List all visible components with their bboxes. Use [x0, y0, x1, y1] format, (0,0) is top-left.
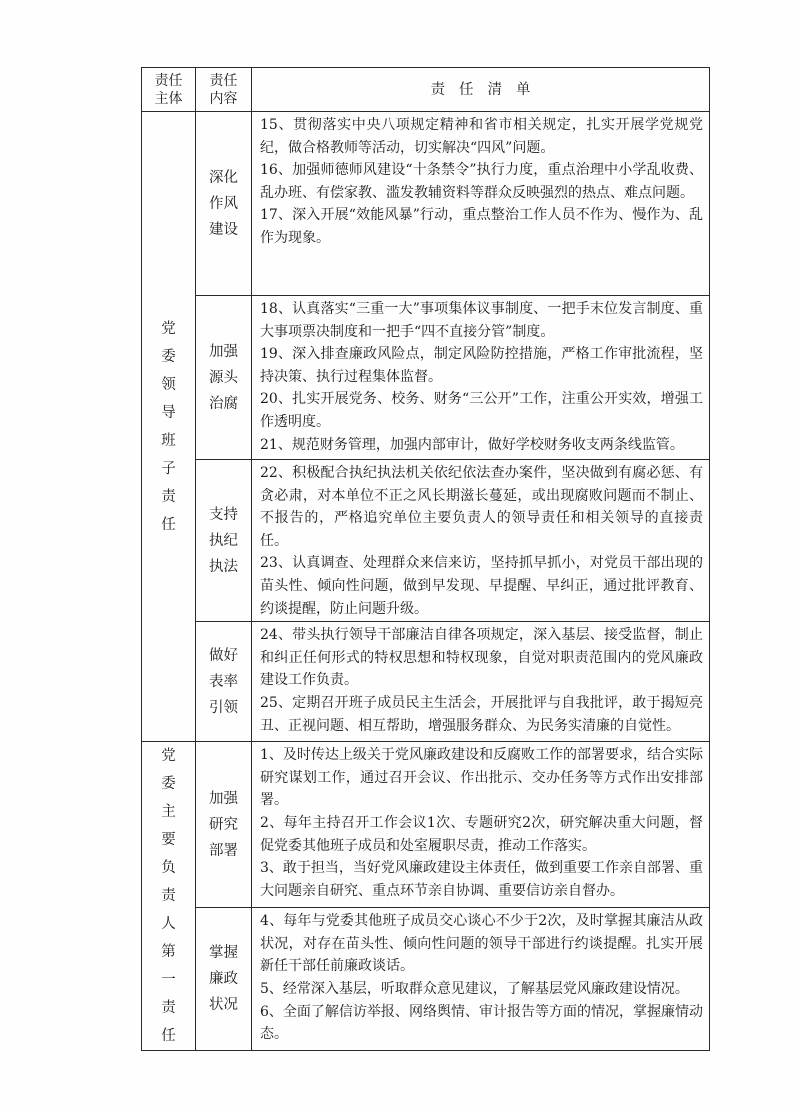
- category-cell: [196, 742, 252, 908]
- items-cell: [252, 460, 710, 622]
- list-item: 17、深入开展“效能风暴”行动，重点整治工作人员不作为、慢作为、乱作为现象。: [260, 207, 703, 246]
- list-item: 5、经常深入基层，听取群众意见建议，了解基层党风廉政建设情况。: [260, 981, 689, 997]
- header-content: [196, 68, 252, 112]
- subject-char: 第: [161, 944, 176, 961]
- list-item: 19、深入排查廉政风险点，制定风险防控措施，严格工作审批流程，坚持决策、执行过程集体监督。: [260, 346, 703, 385]
- subject-cell-leadership: [142, 112, 196, 742]
- list-item: 21、规范财务管理，加强内部审计，做好学校财务收支两条线监管。: [260, 436, 684, 453]
- header-subject-line: 主体: [154, 90, 183, 107]
- list-item: 6、全面了解信访举报、网络舆情、审计报告等方面的情况，掌握廉情动态。: [260, 1003, 703, 1043]
- category-line: 支持: [209, 506, 238, 523]
- list-item: 16、加强师德师风建设“十条禁令”执行力度，重点治理中小学乱收费、乱办班、有偿家教、滥发教辅资料等群众反映强烈的热点、难点问题。: [260, 162, 703, 201]
- list-item: 2、每年主持召开工作会议1次、专题研究2次，研究解决重大问题，督促党委其他班子成员和处室履职尽责，推动工作落实。: [260, 814, 703, 854]
- category-line: 状况: [209, 997, 238, 1014]
- category-cell: [196, 112, 252, 296]
- subject-char: 委: [161, 776, 176, 793]
- subject-char: 主: [161, 804, 176, 821]
- table-row: [142, 296, 710, 460]
- table-row: [142, 112, 710, 296]
- header-list: 责任清单: [252, 68, 710, 112]
- subject-char: 导: [161, 404, 176, 421]
- table-row: [142, 622, 710, 742]
- category-line: 部署: [209, 842, 238, 859]
- header-content-line: 责任: [209, 72, 238, 89]
- list-item: 20、扎实开展党务、校务、财务“三公开”工作，注重公开实效，增强工作透明度。: [260, 391, 703, 430]
- subject-char: 任: [161, 516, 176, 533]
- category-line: 深化: [209, 169, 238, 186]
- items-cell: [252, 112, 710, 296]
- subject-char: 人: [161, 916, 176, 933]
- subject-char: 党: [161, 320, 176, 337]
- table-header-row: [142, 68, 710, 112]
- items-cell: [252, 742, 710, 908]
- category-line: 建设: [209, 221, 238, 238]
- list-item: 18、认真落实“三重一大”事项集体议事制度、一把手末位发言制度、重大事项票决制度和一把手“四不直接分管”制度。: [260, 301, 703, 340]
- list-item: 25、定期召开班子成员民主生活会，开展批评与自我批评，敢于揭短亮丑、正视问题、相互帮助，增强服务群众、为民务实清廉的自觉性。: [260, 694, 703, 734]
- items-cell: [252, 622, 710, 742]
- subject-char: 子: [161, 460, 176, 477]
- category-line: 研究: [209, 816, 238, 833]
- table-row: [142, 460, 710, 622]
- category-line: 做好: [209, 647, 238, 664]
- list-item: 23、认真调查、处理群众来信来访，坚持抓早抓小，对党员干部出现的苗头性、倾向性问题，做到早发现、早提醒、早纠正，通过批评教育、约谈提醒，防止问题升级。: [260, 555, 703, 617]
- category-line: 加强: [209, 343, 238, 360]
- table-row: [142, 908, 710, 1051]
- list-item: 22、积极配合执纪执法机关依纪依法查办案件，坚决做到有腐必惩、有贪必肃，对本单位不正之风长期滋长蔓延，或出现腐败问题而不制止、不报告的，严格追究单位主要负责人的领导责任和相关领导的直接责任。: [260, 465, 703, 549]
- category-line: 作风: [209, 195, 238, 212]
- category-cell: [196, 908, 252, 1051]
- category-cell: [196, 622, 252, 742]
- subject-cell-principal: [142, 742, 196, 1051]
- header-subject-line: 责任: [154, 72, 183, 89]
- category-line: 加强: [209, 790, 238, 807]
- category-cell: [196, 296, 252, 460]
- category-cell: [196, 460, 252, 622]
- category-line: 廉政: [209, 971, 238, 988]
- subject-char: 要: [161, 832, 176, 849]
- list-item: 15、贯彻落实中央八项规定精神和省市相关规定，扎实开展学党规党纪，做合格教师等活动，切实解决“四风”问题。: [260, 117, 703, 156]
- subject-char: 领: [161, 376, 176, 393]
- category-line: 表率: [209, 673, 238, 690]
- category-line: 源头: [209, 369, 238, 386]
- list-item: 4、每年与党委其他班子成员交心谈心不少于2次，及时掌握其廉洁从政状况，对存在苗头性、倾向性问题的领导干部进行约谈提醒。扎实开展新任干部任前廉政谈话。: [260, 913, 703, 975]
- category-line: 执法: [209, 558, 238, 575]
- category-line: 治腐: [209, 395, 238, 412]
- table-row: [142, 742, 710, 908]
- category-line: 执纪: [209, 532, 238, 549]
- subject-char: 任: [161, 1028, 176, 1045]
- subject-char: 负: [161, 860, 176, 877]
- subject-char: 党: [161, 748, 176, 765]
- list-item: 3、敢于担当，当好党风廉政建设主体责任，做到重要工作亲自部署、重大问题亲自研究、重点环节亲自协调、重要信访亲自督办。: [260, 860, 703, 899]
- subject-char: 委: [161, 348, 176, 365]
- category-line: 引领: [209, 699, 238, 716]
- category-line: 掌握: [209, 945, 238, 962]
- subject-char: 责: [161, 888, 176, 905]
- subject-char: 责: [161, 1000, 176, 1017]
- items-cell: [252, 296, 710, 460]
- list-item: 24、带头执行领导干部廉洁自律各项规定，深入基层、接受监督，制止和纠正任何形式的特权思想和特权现象，自觉对职责范围内的党风廉政建设工作负责。: [260, 627, 703, 689]
- header-content-line: 内容: [209, 90, 238, 107]
- subject-char: 责: [161, 488, 176, 505]
- subject-char: 班: [161, 432, 176, 449]
- list-item: 1、及时传达上级关于党风廉政建设和反腐败工作的部署要求，结合实际研究谋划工作，通过召开会议、作出批示、交办任务等方式作出安排部署。: [260, 747, 703, 809]
- responsibility-table: [141, 67, 710, 1051]
- items-cell: [252, 908, 710, 1051]
- subject-char: 一: [161, 972, 176, 989]
- header-subject: [142, 68, 196, 112]
